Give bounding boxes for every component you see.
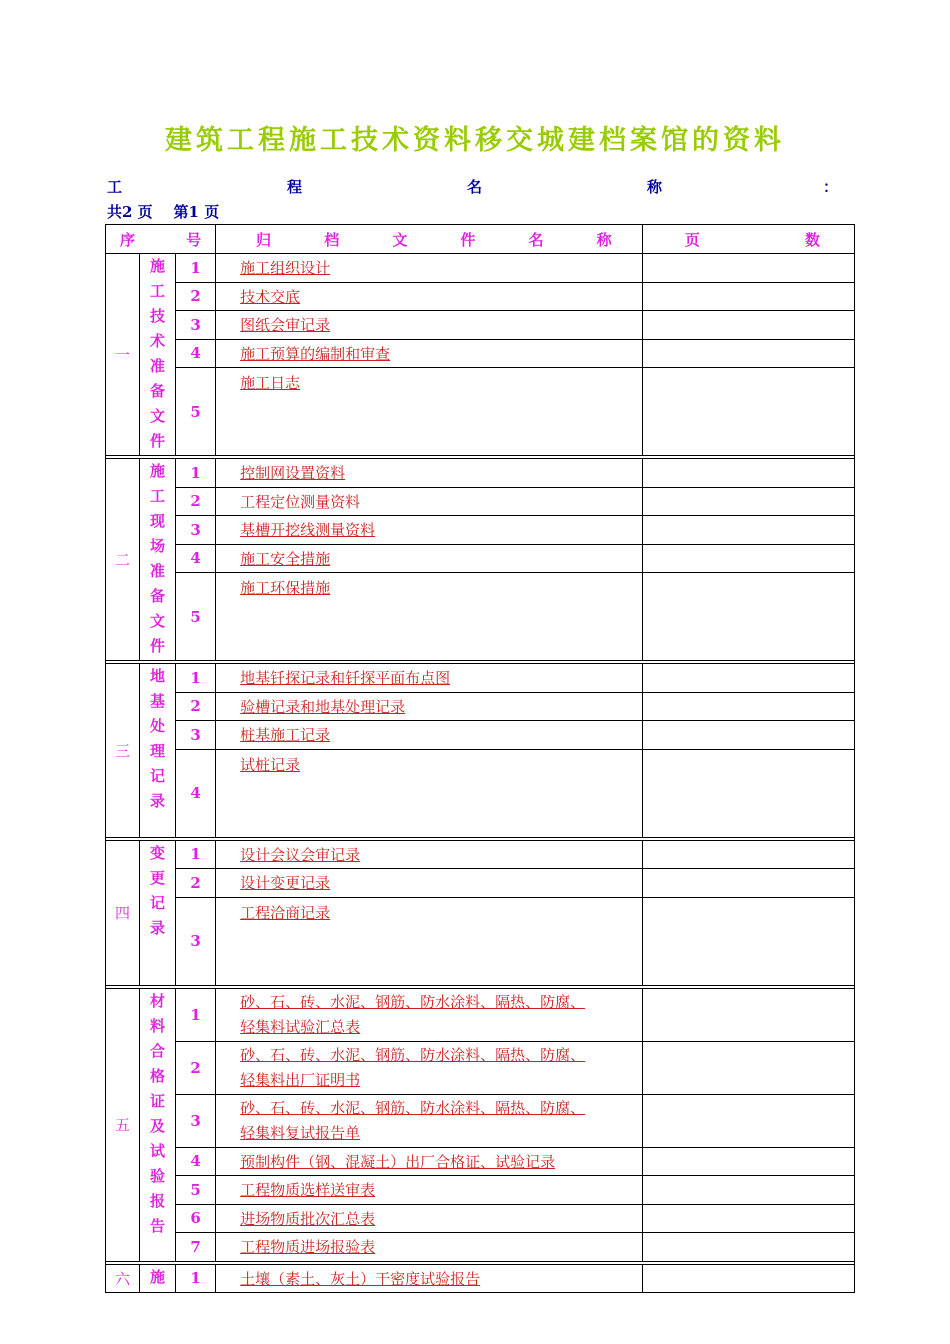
table-row xyxy=(106,1041,855,1094)
item-number: 2 xyxy=(176,487,216,516)
project-name-label xyxy=(107,176,839,196)
table-row xyxy=(106,749,855,837)
table-row xyxy=(106,721,855,750)
page-count-cell[interactable] xyxy=(642,368,854,456)
file-name: 预制构件（钢、混凝土）出厂合格证、试验记录 xyxy=(216,1147,643,1176)
section-category: 施工现场准备文件 xyxy=(140,459,176,661)
file-name: 施工安全措施 xyxy=(216,544,643,573)
page-count-cell[interactable] xyxy=(642,254,854,283)
section-number: 四 xyxy=(106,840,140,985)
file-name: 设计会议会审记录 xyxy=(216,840,643,869)
file-name: 验槽记录和地基处理记录 xyxy=(216,692,643,721)
file-name: 工程洽商记录 xyxy=(216,897,643,985)
page-count-cell[interactable] xyxy=(642,282,854,311)
file-name: 试桩记录 xyxy=(216,749,643,837)
page-count-cell[interactable] xyxy=(642,1147,854,1176)
file-name: 施工环保措施 xyxy=(216,573,643,661)
item-number: 7 xyxy=(176,1233,216,1262)
section-number: 六 xyxy=(106,1264,140,1293)
table-row xyxy=(106,311,855,340)
table-row xyxy=(106,897,855,985)
section-category: 施 xyxy=(140,1264,176,1293)
section-number: 一 xyxy=(106,254,140,456)
file-name: 桩基施工记录 xyxy=(216,721,643,750)
table-row xyxy=(106,339,855,368)
item-number: 1 xyxy=(176,840,216,869)
header-seq: 序 号 xyxy=(106,225,216,254)
item-number: 3 xyxy=(176,516,216,545)
page-count-cell[interactable] xyxy=(642,664,854,693)
file-name: 进场物质批次汇总表 xyxy=(216,1204,643,1233)
section-category: 施工技术准备文件 xyxy=(140,254,176,456)
page-count-cell[interactable] xyxy=(642,516,854,545)
section-number: 三 xyxy=(106,664,140,838)
table-row xyxy=(106,254,855,283)
item-number: 5 xyxy=(176,368,216,456)
page-count-cell[interactable] xyxy=(642,311,854,340)
project-label-char: 名 xyxy=(467,178,483,196)
file-name: 施工预算的编制和审查 xyxy=(216,339,643,368)
item-number: 3 xyxy=(176,721,216,750)
page-count-cell[interactable] xyxy=(642,749,854,837)
table-row xyxy=(106,1147,855,1176)
file-name: 工程物质进场报验表 xyxy=(216,1233,643,1262)
file-name: 工程物质选样送审表 xyxy=(216,1176,643,1205)
header-file-name: 归 档 文 件 名 称 xyxy=(216,225,643,254)
table-row xyxy=(106,1204,855,1233)
page-info: 共2 页 第1 页 xyxy=(107,203,220,221)
file-name: 基槽开挖线测量资料 xyxy=(216,516,643,545)
project-label-char: 工 xyxy=(107,178,123,196)
file-name: 地基钎探记录和钎探平面布点图 xyxy=(216,664,643,693)
item-number: 2 xyxy=(176,869,216,898)
page-count-cell[interactable] xyxy=(642,1176,854,1205)
item-number: 2 xyxy=(176,282,216,311)
file-name: 砂、石、砖、水泥、钢筋、防水涂料、隔热、防腐、 轻集料复试报告单 xyxy=(216,1094,643,1147)
item-number: 1 xyxy=(176,988,216,1041)
table-row xyxy=(106,368,855,456)
file-name: 技术交底 xyxy=(216,282,643,311)
item-number: 4 xyxy=(176,1147,216,1176)
table-row xyxy=(106,573,855,661)
table-row xyxy=(106,1176,855,1205)
file-name: 工程定位测量资料 xyxy=(216,487,643,516)
project-label-char: 程 xyxy=(287,178,303,196)
file-name: 砂、石、砖、水泥、钢筋、防水涂料、隔热、防腐、 轻集料试验汇总表 xyxy=(216,988,643,1041)
project-label-char: 称 xyxy=(647,178,663,196)
file-name: 控制网设置资料 xyxy=(216,459,643,488)
table-row xyxy=(106,1233,855,1262)
page-count-cell[interactable] xyxy=(642,988,854,1041)
item-number: 3 xyxy=(176,1094,216,1147)
document-title: 建筑工程施工技术资料移交城建档案馆的资料 xyxy=(165,125,785,156)
section-category: 变更记录 xyxy=(140,840,176,985)
table-row xyxy=(106,282,855,311)
page-count-cell[interactable] xyxy=(642,459,854,488)
table-row xyxy=(106,1264,855,1293)
file-name: 施工组织设计 xyxy=(216,254,643,283)
page-count-cell[interactable] xyxy=(642,544,854,573)
page-count-cell[interactable] xyxy=(642,869,854,898)
page-count-cell[interactable] xyxy=(642,1204,854,1233)
file-name: 图纸会审记录 xyxy=(216,311,643,340)
item-number: 1 xyxy=(176,254,216,283)
item-number: 2 xyxy=(176,692,216,721)
section-number: 五 xyxy=(106,988,140,1261)
table-row xyxy=(106,459,855,488)
page-count-cell[interactable] xyxy=(642,897,854,985)
item-number: 6 xyxy=(176,1204,216,1233)
table-row xyxy=(106,544,855,573)
page-count-cell[interactable] xyxy=(642,692,854,721)
item-number: 5 xyxy=(176,1176,216,1205)
file-name: 施工日志 xyxy=(216,368,643,456)
item-number: 3 xyxy=(176,311,216,340)
item-number: 1 xyxy=(176,664,216,693)
item-number: 3 xyxy=(176,897,216,985)
table-row xyxy=(106,840,855,869)
item-number: 1 xyxy=(176,459,216,488)
page-count-cell[interactable] xyxy=(642,1094,854,1147)
item-number: 4 xyxy=(176,339,216,368)
item-number: 5 xyxy=(176,573,216,661)
table-row xyxy=(106,692,855,721)
section-category: 材料合格证及试验报告 xyxy=(140,988,176,1261)
table-row xyxy=(106,516,855,545)
item-number: 1 xyxy=(176,1264,216,1293)
table-row xyxy=(106,988,855,1041)
project-label-char: ： xyxy=(823,178,839,196)
table-row xyxy=(106,869,855,898)
page-count-cell[interactable] xyxy=(642,840,854,869)
table-row xyxy=(106,1094,855,1147)
page-count-cell[interactable] xyxy=(642,1233,854,1262)
section-number: 二 xyxy=(106,459,140,661)
archive-table xyxy=(105,224,855,1293)
table-row xyxy=(106,664,855,693)
page-count-cell[interactable] xyxy=(642,573,854,661)
item-number: 4 xyxy=(176,749,216,837)
page-count-cell[interactable] xyxy=(642,721,854,750)
file-name: 土壤（素土、灰土）干密度试验报告 xyxy=(216,1264,643,1293)
table-row xyxy=(106,487,855,516)
page-count-cell[interactable] xyxy=(642,1041,854,1094)
section-category: 地基处理记录 xyxy=(140,664,176,838)
item-number: 4 xyxy=(176,544,216,573)
file-name: 设计变更记录 xyxy=(216,869,643,898)
page-count-cell[interactable] xyxy=(642,1264,854,1293)
file-name: 砂、石、砖、水泥、钢筋、防水涂料、隔热、防腐、 轻集料出厂证明书 xyxy=(216,1041,643,1094)
header-pages: 页 数 xyxy=(642,225,854,254)
item-number: 2 xyxy=(176,1041,216,1094)
page-count-cell[interactable] xyxy=(642,487,854,516)
table-header-row xyxy=(106,225,855,254)
page-count-cell[interactable] xyxy=(642,339,854,368)
